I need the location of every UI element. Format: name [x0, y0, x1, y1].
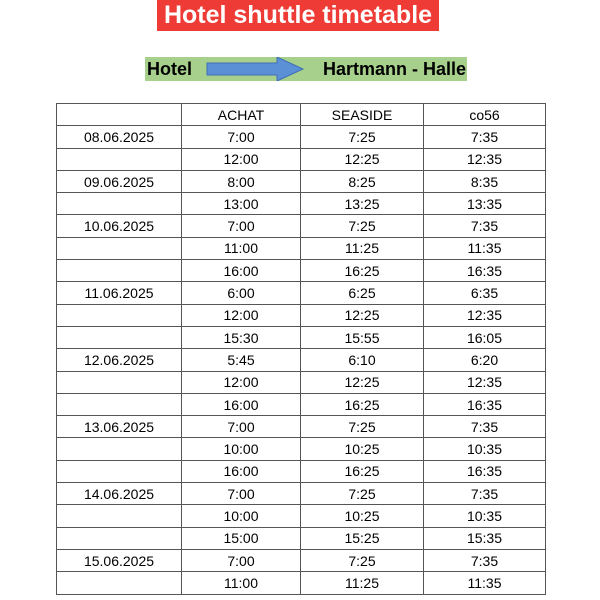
table-row: [57, 371, 546, 393]
co56-time-cell: 10:35: [424, 505, 546, 527]
achat-time-cell: 13:00: [182, 193, 301, 215]
seaside-time-cell: 6:25: [301, 282, 424, 304]
seaside-time-cell: 11:25: [301, 572, 424, 594]
date-cell: [57, 326, 182, 348]
route-destination: Hartmann - Halle: [322, 59, 466, 79]
table-row: [57, 126, 546, 148]
achat-time-cell: 15:30: [182, 326, 301, 348]
date-cell: 11.06.2025: [57, 282, 182, 304]
seaside-time-cell: 10:25: [301, 438, 424, 460]
achat-time-cell: 5:45: [182, 349, 301, 371]
seaside-time-cell: 8:25: [301, 170, 424, 192]
co56-time-cell: 11:35: [424, 237, 546, 259]
achat-time-cell: 11:00: [182, 237, 301, 259]
co56-time-cell: 16:05: [424, 326, 546, 348]
seaside-time-cell: 12:25: [301, 304, 424, 326]
table-row: [57, 326, 546, 348]
table-row: [57, 282, 546, 304]
achat-time-cell: 12:00: [182, 371, 301, 393]
route-banner: [145, 57, 467, 81]
seaside-time-cell: 15:25: [301, 527, 424, 549]
date-cell: 08.06.2025: [57, 126, 182, 148]
achat-time-cell: 11:00: [182, 572, 301, 594]
table-header-row: [57, 104, 546, 126]
date-cell: [57, 260, 182, 282]
achat-time-cell: 7:00: [182, 549, 301, 571]
date-cell: [57, 572, 182, 594]
column-header-co56: co56: [424, 104, 546, 126]
date-cell: [57, 527, 182, 549]
seaside-time-cell: 16:25: [301, 393, 424, 415]
right-arrow-icon: [205, 57, 305, 81]
achat-time-cell: 7:00: [182, 416, 301, 438]
co56-time-cell: 7:35: [424, 126, 546, 148]
achat-time-cell: 7:00: [182, 215, 301, 237]
table-row: [57, 393, 546, 415]
seaside-time-cell: 11:25: [301, 237, 424, 259]
date-cell: 13.06.2025: [57, 416, 182, 438]
table-row: [57, 237, 546, 259]
timetable: [56, 103, 546, 595]
date-cell: 12.06.2025: [57, 349, 182, 371]
achat-time-cell: 12:00: [182, 148, 301, 170]
table-row: [57, 304, 546, 326]
co56-time-cell: 7:35: [424, 549, 546, 571]
co56-time-cell: 6:35: [424, 282, 546, 304]
page-title: Hotel shuttle timetable: [157, 0, 439, 31]
co56-time-cell: 7:35: [424, 215, 546, 237]
seaside-time-cell: 7:25: [301, 483, 424, 505]
seaside-time-cell: 16:25: [301, 460, 424, 482]
seaside-time-cell: 7:25: [301, 416, 424, 438]
achat-time-cell: 8:00: [182, 170, 301, 192]
date-cell: [57, 237, 182, 259]
column-header-date: [57, 104, 182, 126]
achat-time-cell: 12:00: [182, 304, 301, 326]
achat-time-cell: 10:00: [182, 438, 301, 460]
co56-time-cell: 12:35: [424, 148, 546, 170]
seaside-time-cell: 7:25: [301, 549, 424, 571]
co56-time-cell: 7:35: [424, 416, 546, 438]
date-cell: 14.06.2025: [57, 483, 182, 505]
table-row: [57, 260, 546, 282]
date-cell: 09.06.2025: [57, 170, 182, 192]
achat-time-cell: 6:00: [182, 282, 301, 304]
table-row: [57, 505, 546, 527]
achat-time-cell: 15:00: [182, 527, 301, 549]
column-header-achat: ACHAT: [182, 104, 301, 126]
co56-time-cell: 11:35: [424, 572, 546, 594]
seaside-time-cell: 13:25: [301, 193, 424, 215]
achat-time-cell: 16:00: [182, 393, 301, 415]
co56-time-cell: 6:20: [424, 349, 546, 371]
achat-time-cell: 7:00: [182, 483, 301, 505]
route-origin: Hotel: [147, 59, 192, 79]
seaside-time-cell: 12:25: [301, 371, 424, 393]
achat-time-cell: 10:00: [182, 505, 301, 527]
table-row: [57, 549, 546, 571]
co56-time-cell: 12:35: [424, 371, 546, 393]
achat-time-cell: 16:00: [182, 260, 301, 282]
co56-time-cell: 12:35: [424, 304, 546, 326]
date-cell: [57, 304, 182, 326]
co56-time-cell: 13:35: [424, 193, 546, 215]
co56-time-cell: 10:35: [424, 438, 546, 460]
co56-time-cell: 16:35: [424, 260, 546, 282]
table-row: [57, 572, 546, 594]
table-row: [57, 170, 546, 192]
co56-time-cell: 7:35: [424, 483, 546, 505]
co56-time-cell: 8:35: [424, 170, 546, 192]
table-row: [57, 193, 546, 215]
co56-time-cell: 16:35: [424, 460, 546, 482]
date-cell: [57, 371, 182, 393]
column-header-seaside: SEASIDE: [301, 104, 424, 126]
date-cell: [57, 460, 182, 482]
seaside-time-cell: 12:25: [301, 148, 424, 170]
date-cell: 15.06.2025: [57, 549, 182, 571]
table-row: [57, 416, 546, 438]
date-cell: [57, 505, 182, 527]
date-cell: [57, 193, 182, 215]
date-cell: [57, 438, 182, 460]
date-cell: 10.06.2025: [57, 215, 182, 237]
table-row: [57, 460, 546, 482]
table-row: [57, 527, 546, 549]
table-row: [57, 148, 546, 170]
seaside-time-cell: 7:25: [301, 215, 424, 237]
date-cell: [57, 148, 182, 170]
seaside-time-cell: 7:25: [301, 126, 424, 148]
seaside-time-cell: 15:55: [301, 326, 424, 348]
achat-time-cell: 16:00: [182, 460, 301, 482]
seaside-time-cell: 16:25: [301, 260, 424, 282]
co56-time-cell: 15:35: [424, 527, 546, 549]
seaside-time-cell: 10:25: [301, 505, 424, 527]
co56-time-cell: 16:35: [424, 393, 546, 415]
timetable-body: [57, 126, 546, 594]
achat-time-cell: 7:00: [182, 126, 301, 148]
table-row: [57, 349, 546, 371]
seaside-time-cell: 6:10: [301, 349, 424, 371]
date-cell: [57, 393, 182, 415]
table-row: [57, 438, 546, 460]
table-row: [57, 215, 546, 237]
table-row: [57, 483, 546, 505]
